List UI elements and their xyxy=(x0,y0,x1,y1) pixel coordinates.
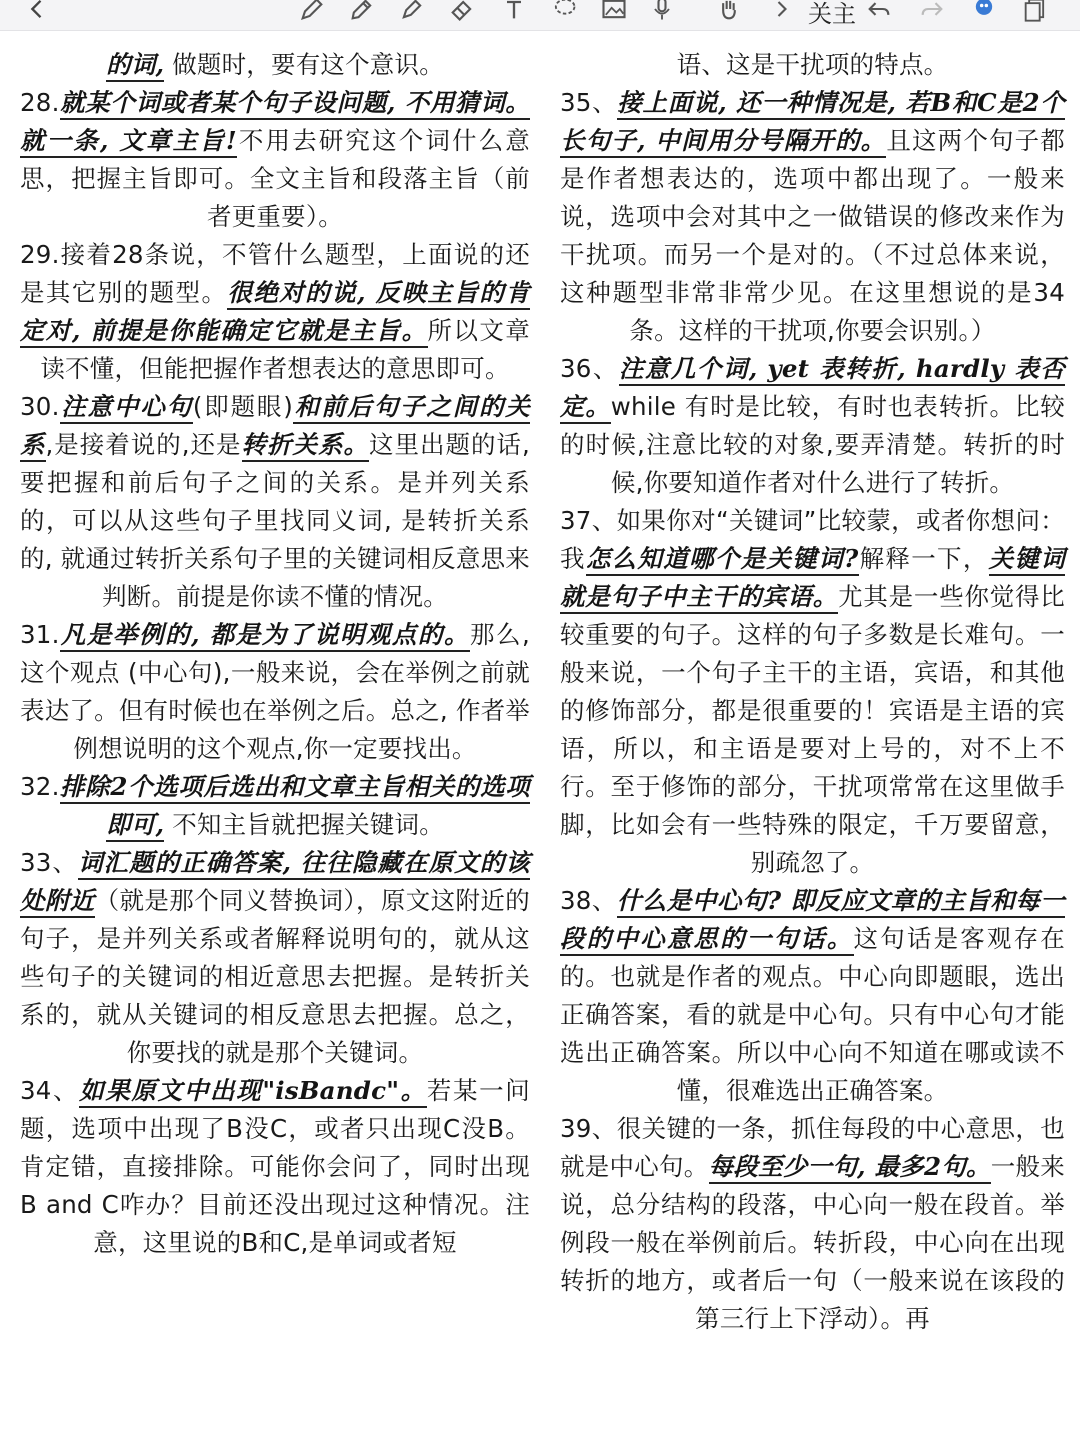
note-toolbar xyxy=(0,0,1080,31)
chevron-right-icon[interactable] xyxy=(765,0,799,26)
handwritten-annotation: 怎么知道哪个是关键词? xyxy=(586,544,859,576)
lasso-icon[interactable] xyxy=(547,0,581,26)
note-item xyxy=(20,616,530,768)
handwritten-annotation: 接上面说, 还一种情况是, 若B和C是2个长句子, 中间用分号隔开的。 xyxy=(560,88,1065,158)
printed-text: 一般来说，总分结构的段落，中心向一般在段首。举例段一般在举例前后。转折段，中心向在出现转折的地方，或者后一句（一般来说在该段的第三行上下浮动）。再 xyxy=(560,1152,1065,1333)
note-item xyxy=(20,768,530,844)
note-item xyxy=(560,502,1065,882)
note-item xyxy=(20,388,530,616)
printed-text: 语、这是干扰项的特点。 xyxy=(676,50,949,79)
printed-text: 34、 xyxy=(20,1076,80,1105)
handwritten-annotation: 关键词就是句子中主干的宾语。 xyxy=(560,544,1065,614)
printed-text: 39、很关键的一条，抓住每段的中心意思，也就是中心句。 xyxy=(560,1114,1065,1181)
note-item xyxy=(560,882,1065,1110)
printed-text: 所以文章读不懂，但能把握作者想表达的意思即可。 xyxy=(40,316,530,383)
printed-text: 不用去研究这个词什么意思，把握主旨即可。全文主旨和段落主旨（前者更重要）。 xyxy=(20,126,530,231)
printed-text: 36、 xyxy=(560,354,619,383)
pencil-icon[interactable] xyxy=(295,0,329,26)
printed-text: 31. xyxy=(20,620,60,649)
undo-icon[interactable] xyxy=(862,0,896,26)
handwritten-annotation: 注意几个词, yet 表转折, hardly 表否定。 xyxy=(560,354,1065,424)
handwritten-annotation: 如果原文中出现"isBandc"。 xyxy=(79,1076,427,1108)
toolbar-text: 关主 xyxy=(808,0,856,28)
printed-text: 这里出题的话, 要把握和前后句子之间的关系。是并列关系的，可以从这些句子里找同义词, 是转折关系的, 就通过转折关系句子里的关键词相反意思来判断。前提是你读不懂的情况。 xyxy=(20,430,530,611)
back-arrow-icon[interactable] xyxy=(20,0,54,26)
note-item xyxy=(20,1072,530,1262)
printed-text: 做题时，要有这个意识。 xyxy=(164,50,444,79)
handwritten-annotation: 词汇题的正确答案, 往往隐藏在原文的该处附近 xyxy=(20,848,530,918)
note-item xyxy=(560,46,1065,84)
note-item xyxy=(560,350,1065,502)
handwritten-annotation: 转折关系。 xyxy=(242,430,369,462)
printed-text: ,是接着说的,还是 xyxy=(45,430,242,459)
note-item xyxy=(20,46,530,84)
handwritten-annotation: 凡是举例的, 都是为了说明观点的。 xyxy=(60,620,470,652)
note-item xyxy=(560,84,1065,350)
printed-text: 不知主旨就把握关键词。 xyxy=(164,810,444,839)
hand-icon[interactable] xyxy=(712,0,746,26)
printed-text: 解释一下， xyxy=(858,544,989,573)
handwritten-annotation: 排除2个选项后选出和文章主旨相关的选项即可, xyxy=(60,772,530,842)
handwritten-annotation: 很绝对的说, 反映主旨的肯定对, 前提是你能确定它就是主旨。 xyxy=(20,278,530,348)
handwritten-annotation: 什么是中心句? 即反应文章的主旨和每一段的中心意思的一句话。 xyxy=(560,886,1065,956)
handwritten-annotation: 就某个词或者某个句子设问题, 不用猜词。就一条, 文章主旨! xyxy=(20,88,530,158)
text-tool-icon[interactable] xyxy=(497,0,531,26)
printed-text: 尤其是一些你觉得比较重要的句子。这样的句子多数是长难句。一般来说，一个句子主干的主语，宾语，和其他的修饰部分，都是很重要的！宾语是主语的宾语，所以，和主语是要对上号的，对不上不行。至于修饰的部分，干扰项常常在这里做手脚，比如会有一些特殊的限定，千万要留意，别疏忽了。 xyxy=(560,582,1065,877)
marker-icon[interactable] xyxy=(395,0,429,26)
column-divider xyxy=(538,34,539,1440)
handwritten-annotation: 注意中心句 xyxy=(60,392,193,424)
avatar-icon[interactable] xyxy=(967,0,1001,26)
note-item xyxy=(560,1110,1065,1338)
printed-text: 若某一问题，选项中出现了B没C，或者只出现C没B。肯定错，直接排除。可能你会问了，同时出现B and C咋办？目前还没出现过这种情况。注意，这里说的B和C,是单词或者短 xyxy=(20,1076,530,1257)
printed-text: 37、如果你对“关键词”比较蒙，或者你想问：我 xyxy=(560,506,1065,573)
printed-text: 38、 xyxy=(560,886,617,915)
handwritten-annotation: 的词, xyxy=(106,50,164,82)
printed-text: 且这两个句子都是作者想表达的，选项中都出现了。一般来说，选项中会对其中之一做错误的修改来作为干扰项。而另一个是对的。（不过总体来说，这种题型非常非常少见。在这里想说的是34条。这样的干扰项,你要会识别。） xyxy=(560,126,1066,345)
printed-text: while 有时是比较，有时也表转折。比较的时候,注意比较的对象,要弄清楚。转折的时候,你要知道作者对什么进行了转折。 xyxy=(560,392,1065,497)
printed-text: 这句话是客观存在的。也就是作者的观点。中心向即题眼，选出正确答案，看的就是中心句。只有中心句才能选出正确答案。所以中心向不知道在哪或读不懂，很难选出正确答案。 xyxy=(560,924,1065,1105)
right-column xyxy=(560,46,1065,1338)
printed-text: 29.接着28条说，不管什么题型，上面说的还是其它别的题型。 xyxy=(20,240,530,307)
note-item xyxy=(20,84,530,236)
left-column xyxy=(20,46,530,1262)
handwritten-annotation: 和前后句子之间的关系 xyxy=(20,392,530,462)
microphone-icon[interactable] xyxy=(645,0,679,26)
printed-text: （就是那个同义替换词），原文这附近的句子，是并列关系或者解释说明句的，就从这些句子的关键词的相近意思去把握。是转折关系的，就从关键词的相反意思去把握。总之，你要找的就是那个关键词。 xyxy=(20,886,530,1067)
printed-text: 33、 xyxy=(20,848,78,877)
printed-text: 32. xyxy=(20,772,60,801)
printed-text: 28. xyxy=(20,88,60,117)
printed-text: 35、 xyxy=(560,88,618,117)
image-icon[interactable] xyxy=(597,0,631,26)
printed-text: 那么, 这个观点 (中心句),一般来说，会在举例之前就表达了。但有时候也在举例之后。总之, 作者举例想说明的这个观点,你一定要找出。 xyxy=(20,620,530,763)
handwritten-annotation: 每段至少一句, 最多2句。 xyxy=(709,1152,991,1184)
printed-text: (即题眼) xyxy=(192,392,294,421)
pen-icon[interactable] xyxy=(345,0,379,26)
eraser-icon[interactable] xyxy=(445,0,479,26)
redo-icon[interactable] xyxy=(915,0,949,26)
printed-text: 30. xyxy=(20,392,60,421)
note-item xyxy=(20,236,530,388)
pages-icon[interactable] xyxy=(1018,0,1052,26)
note-item xyxy=(20,844,530,1072)
